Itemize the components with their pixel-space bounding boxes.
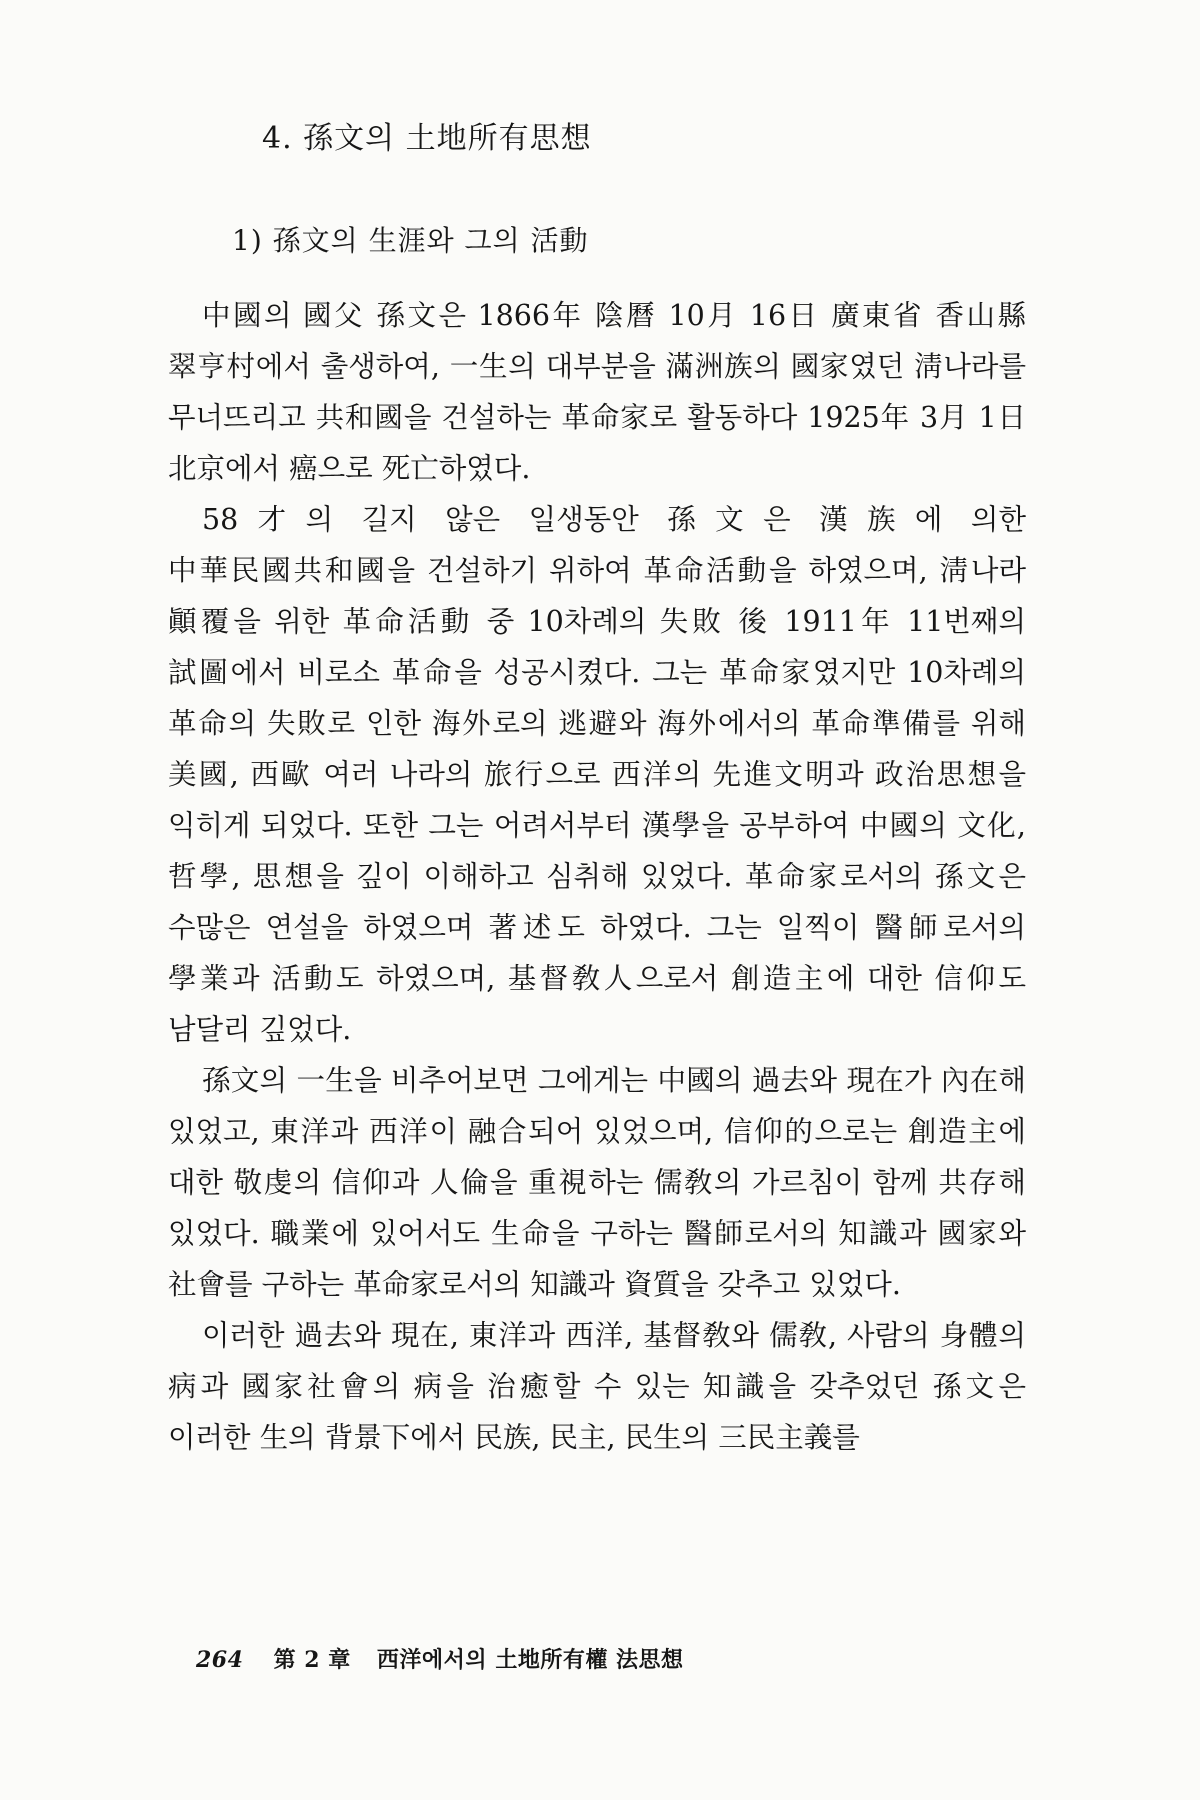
paragraph: 孫文의 一生을 비추어보면 그에게는 中國의 過去와 現在가 內在해 있었고, 東洋과 西洋이 融合되어 있었으며, 信仰的으로는 創造主에 대한 敬虔의 信仰과 人倫을 重視하는 儒敎의 가르침이 함께 共存해 있었다. 職業에 있어서도 生命을 구하는 醫師로서의 知識과 國家와 社會를 구하는 革命家로서의 知識과 資質을 갖추고 있었다. [168,1064,1026,1301]
page-footer [196,1643,684,1674]
chapter-title: 西洋에서의 土地所有權 法思想 [376,1647,684,1673]
paragraph: 이러한 過去와 現在, 東洋과 西洋, 基督敎와 儒敎, 사람의 身體의 病과 國家社會의 病을 治癒할 수 있는 知識을 갖추었던 孫文은 이러한 生의 背景下에서 民族, 民主, 民生의 三民主義를 [168,1319,1026,1454]
page-number: 264 [196,1647,244,1673]
body-text [168,290,1026,1463]
paragraph: 中國의 國父 孫文은 1866年 陰曆 10月 16日 廣東省 香山縣 翠亨村에서 출생하여, 一生의 대부분을 滿洲族의 國家였던 淸나라를 무너뜨리고 共和國을 건설하는 革命家로 활동하다 1925年 3月 1日 北京에서 癌으로 死亡하였다. [168,299,1026,485]
paragraph: 58才의 길지 않은 일생동안 孫文은 漢族에 의한 中華民國共和國을 건설하기 위하여 革命活動을 하였으며, 淸나라 顚覆을 위한 革命活動 중 10차례의 失敗 後 1911年 11번째의 試圖에서 비로소 革命을 성공시켰다. 그는 革命家였지만 10차례의 革命의 失敗로 인한 海外로의 逃避와 海外에서의 革命準備를 위해 美國, 西歐 여러 나라의 旅行으로 西洋의 先進文明과 政治思想을 익히게 되었다. 또한 그는 어려서부터 漢學을 공부하여 中國의 文化, 哲學, 思想을 깊이 이해하고 심취해 있었다. 革命家로서의 孫文은 수많은 연설을 하였으며 著述도 하였다. 그는 일찍이 醫師로서의 學業과 活動도 하였으며, 基督敎人으로서 創造主에 대한 信仰도 남달리 깊었다. [168,503,1026,1046]
subsection-heading: 1) 孫文의 生涯와 그의 活動 [232,224,589,257]
chapter-label: 第 2 章 [273,1647,351,1673]
section-heading: 4. 孫文의 土地所有思想 [262,121,592,156]
